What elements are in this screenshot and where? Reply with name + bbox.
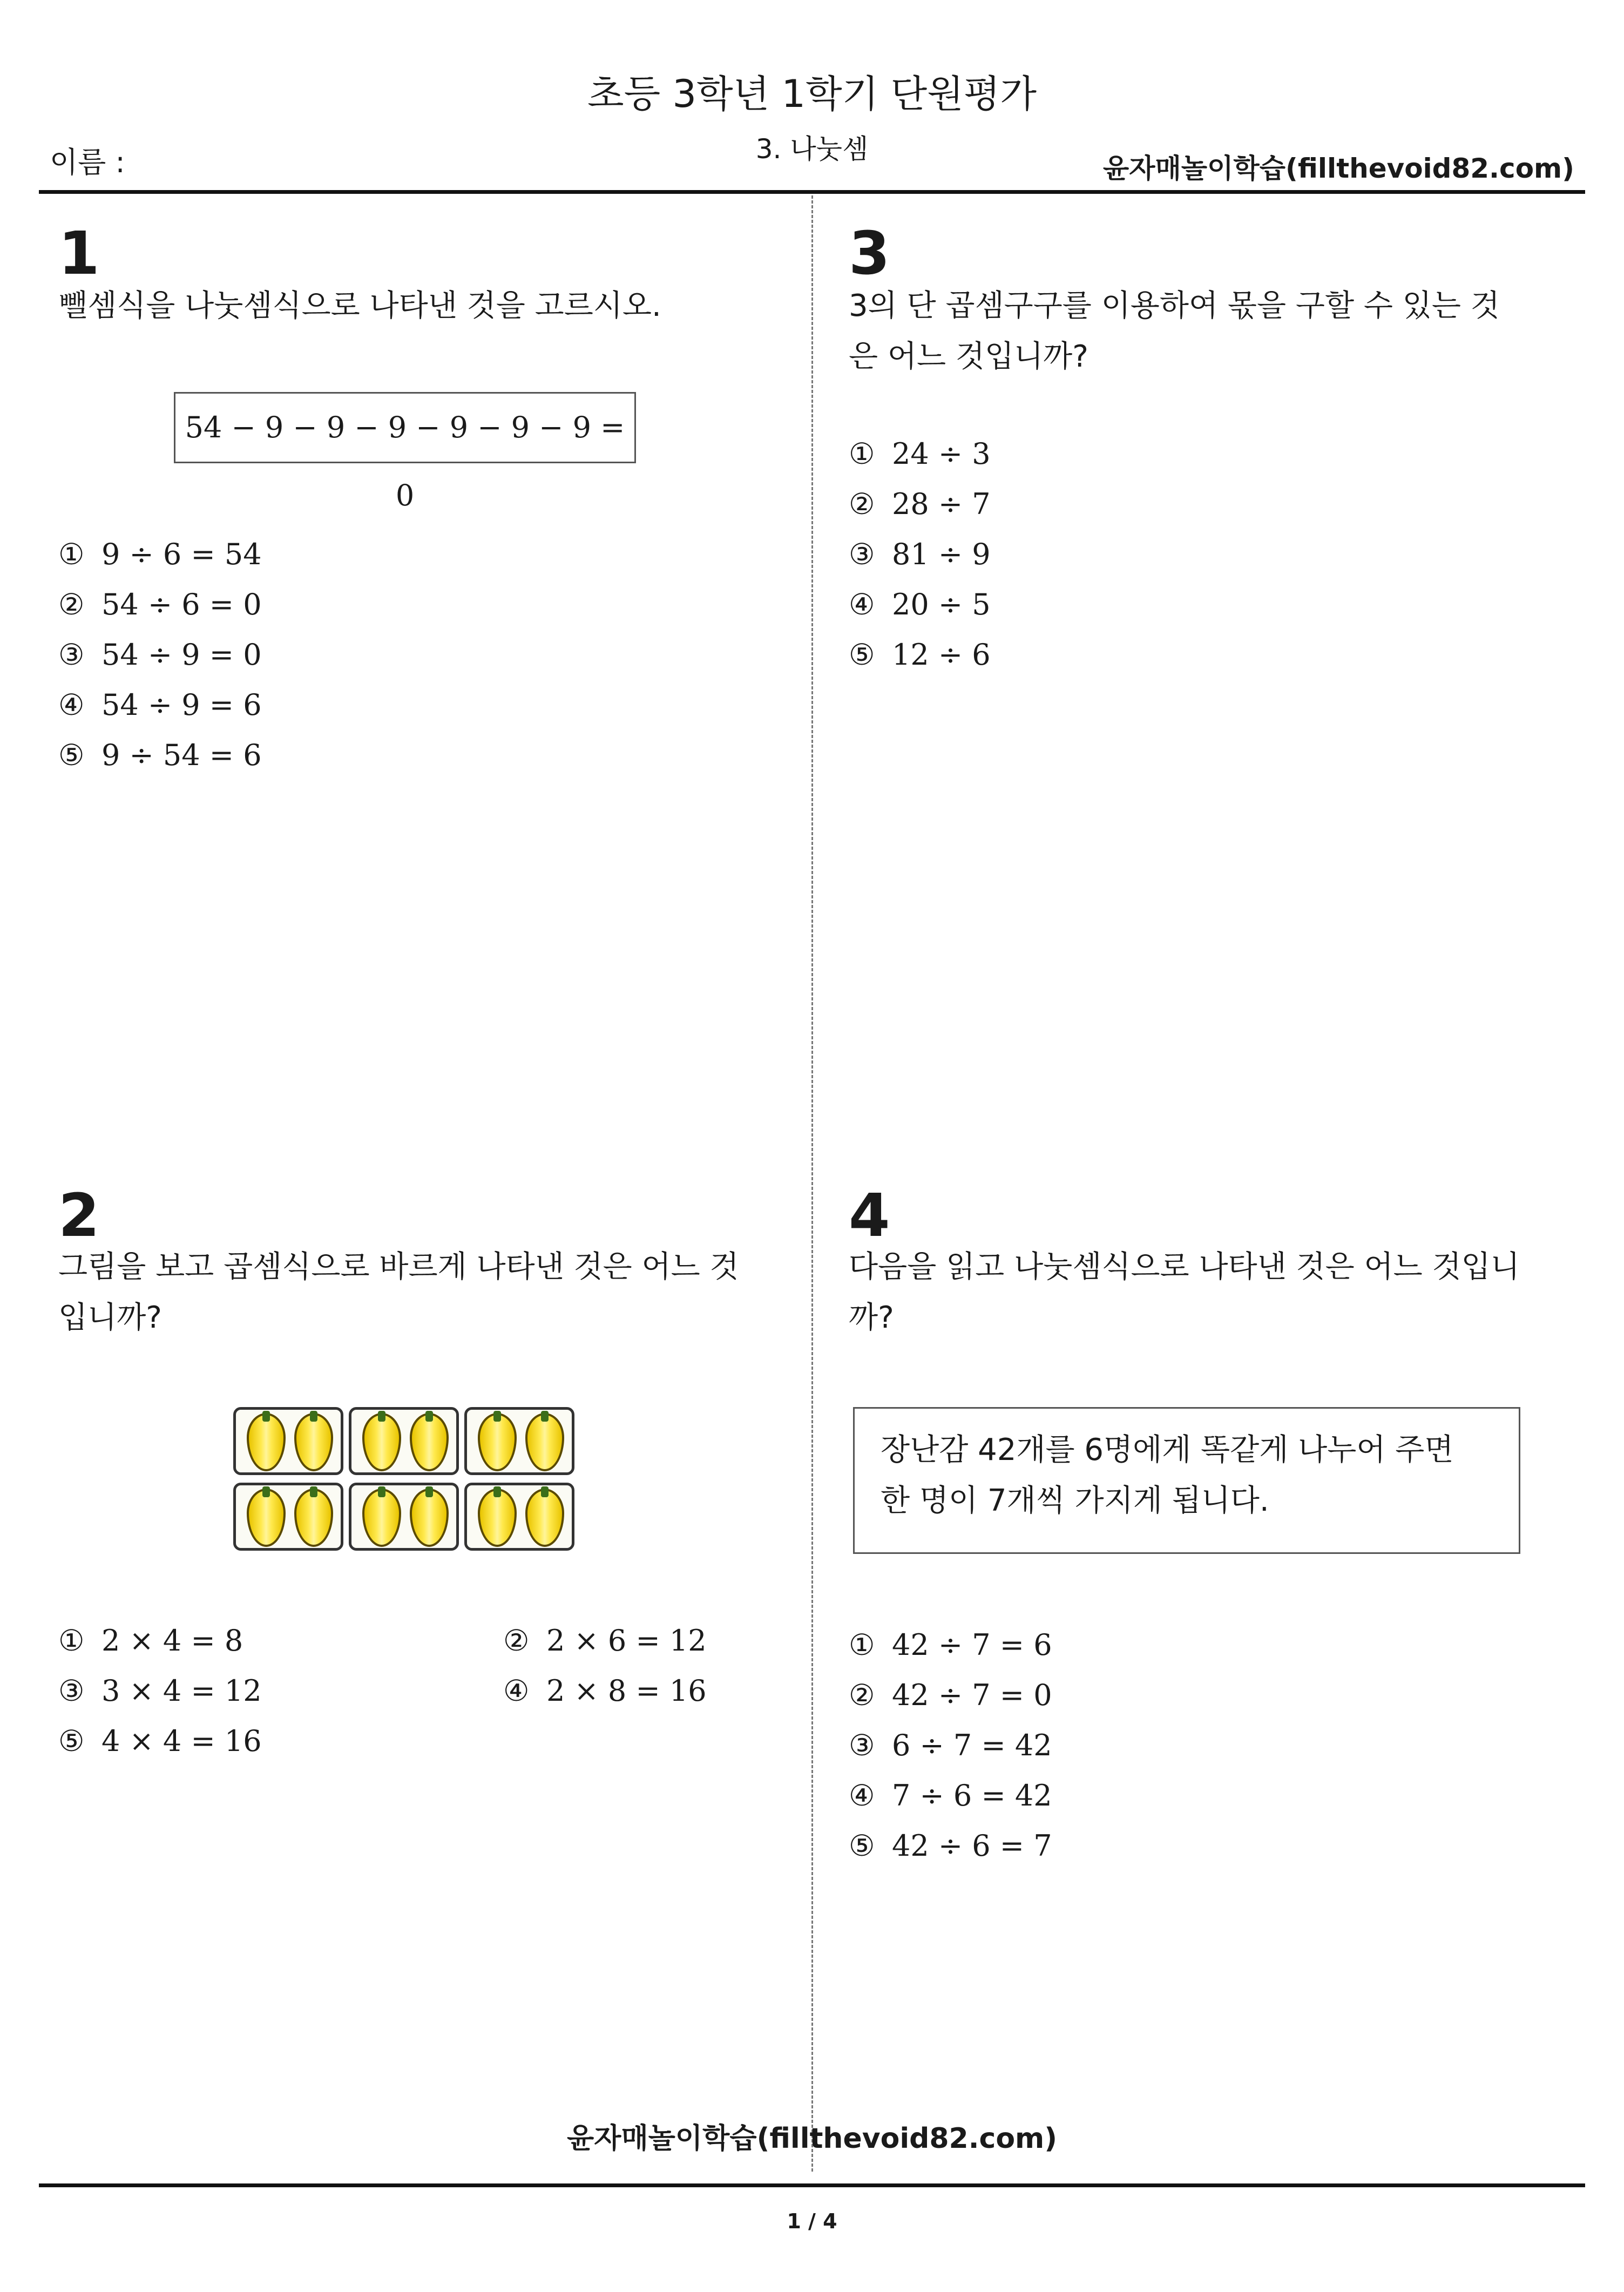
q4-option-5[interactable]: ⑤ 42 ÷ 6 = 7: [849, 1829, 1052, 1863]
q1-number: 1: [58, 219, 100, 288]
fruit-box: [233, 1483, 343, 1551]
footer-rule: [39, 2183, 1585, 2187]
q1-options: [58, 529, 262, 780]
q1-option-3[interactable]: ③ 54 ÷ 9 = 0: [58, 638, 262, 672]
q4-option-2[interactable]: ② 42 ÷ 7 = 0: [849, 1678, 1052, 1712]
q2-option-4[interactable]: ④ 2 × 8 = 16: [503, 1674, 707, 1708]
corn-icon: [362, 1489, 401, 1547]
q1-option-1[interactable]: ① 9 ÷ 6 = 54: [58, 537, 262, 571]
q1-option-5[interactable]: ⑤ 9 ÷ 54 = 6: [58, 738, 262, 772]
q1-option-2[interactable]: ② 54 ÷ 6 = 0: [58, 587, 262, 621]
column-divider: [811, 195, 813, 2172]
q2-options: [58, 1615, 760, 1766]
q4-text-line1: 다음을 읽고 나눗셈식으로 나타낸 것은 어느 것입니: [849, 1249, 1520, 1284]
q4-box-line1: 장난감 42개를 6명에게 똑같게 나누어 주면: [881, 1432, 1454, 1468]
q3-text-line2: 은 어느 것입니까?: [849, 339, 1088, 374]
q3-text: [849, 281, 1561, 382]
q4-option-1[interactable]: ① 42 ÷ 7 = 6: [849, 1628, 1052, 1662]
fruit-box: [464, 1483, 574, 1551]
q3-option-4[interactable]: ④ 20 ÷ 5: [849, 587, 991, 621]
q3-option-1[interactable]: ① 24 ÷ 3: [849, 437, 991, 471]
corn-icon: [294, 1489, 333, 1547]
q3-text-line1: 3의 단 곱셈구구를 이용하여 몫을 구할 수 있는 것: [849, 288, 1500, 323]
q2-option-2[interactable]: ② 2 × 6 = 12: [503, 1624, 707, 1658]
q2-text: [58, 1242, 771, 1343]
corn-icon: [525, 1413, 564, 1471]
q4-number: 4: [849, 1181, 890, 1250]
q2-text-line1: 그림을 보고 곱셈식으로 바르게 나타낸 것은 어느 것: [58, 1249, 739, 1284]
q4-text-line2: 까?: [849, 1300, 894, 1335]
name-label: 이름 :: [50, 145, 125, 179]
q4-options: [849, 1620, 1052, 1871]
corn-icon: [478, 1413, 517, 1471]
q4-option-4[interactable]: ④ 7 ÷ 6 = 42: [849, 1779, 1052, 1813]
q3-option-3[interactable]: ③ 81 ÷ 9: [849, 537, 991, 571]
corn-icon: [294, 1413, 333, 1471]
q3-number: 3: [849, 219, 890, 288]
brand-header: 윤자매놀이학습(fillthevoid82.com): [1102, 153, 1574, 184]
page-title: 초등 3학년 1학기 단원평가: [587, 72, 1037, 116]
q1-option-4[interactable]: ④ 54 ÷ 9 = 6: [58, 688, 262, 722]
corn-icon: [247, 1413, 286, 1471]
page-number: 1 / 4: [787, 2209, 837, 2233]
fruit-box: [349, 1407, 459, 1475]
q1-expression-box: [174, 392, 636, 512]
corn-icon: [525, 1489, 564, 1547]
fruit-box: [233, 1407, 343, 1475]
q2-option-3[interactable]: ③ 3 × 4 = 12: [58, 1674, 262, 1708]
q2-option-1[interactable]: ① 2 × 4 = 8: [58, 1624, 243, 1658]
q4-box-line2: 한 명이 7개씩 가지게 됩니다.: [881, 1483, 1269, 1518]
q1-text: 뺄셈식을 나눗셈식으로 나타낸 것을 고르시오.: [58, 288, 661, 323]
q2-option-5[interactable]: ⑤ 4 × 4 = 16: [58, 1724, 262, 1758]
q4-text: [849, 1242, 1561, 1343]
q3-options: [849, 429, 991, 680]
corn-icon: [362, 1413, 401, 1471]
q4-problem-box: [853, 1407, 1520, 1554]
header-rule: [39, 190, 1585, 194]
q3-option-5[interactable]: ⑤ 12 ÷ 6: [849, 638, 991, 672]
corn-icon: [410, 1489, 449, 1547]
corn-icon: [247, 1489, 286, 1547]
fruit-box: [464, 1407, 574, 1475]
corn-icon: [478, 1489, 517, 1547]
brand-footer: 윤자매놀이학습(fillthevoid82.com): [566, 2122, 1057, 2155]
q1-expression: 54 − 9 − 9 − 9 − 9 − 9 − 9 = 0: [185, 410, 625, 512]
fruit-box: [349, 1483, 459, 1551]
q4-option-3[interactable]: ③ 6 ÷ 7 = 42: [849, 1728, 1052, 1762]
fruit-picture: [233, 1407, 579, 1554]
q3-option-2[interactable]: ② 28 ÷ 7: [849, 487, 991, 521]
q2-text-line2: 입니까?: [58, 1300, 163, 1335]
unit-subtitle: 3. 나눗셈: [755, 133, 869, 165]
q2-number: 2: [58, 1181, 100, 1250]
corn-icon: [410, 1413, 449, 1471]
